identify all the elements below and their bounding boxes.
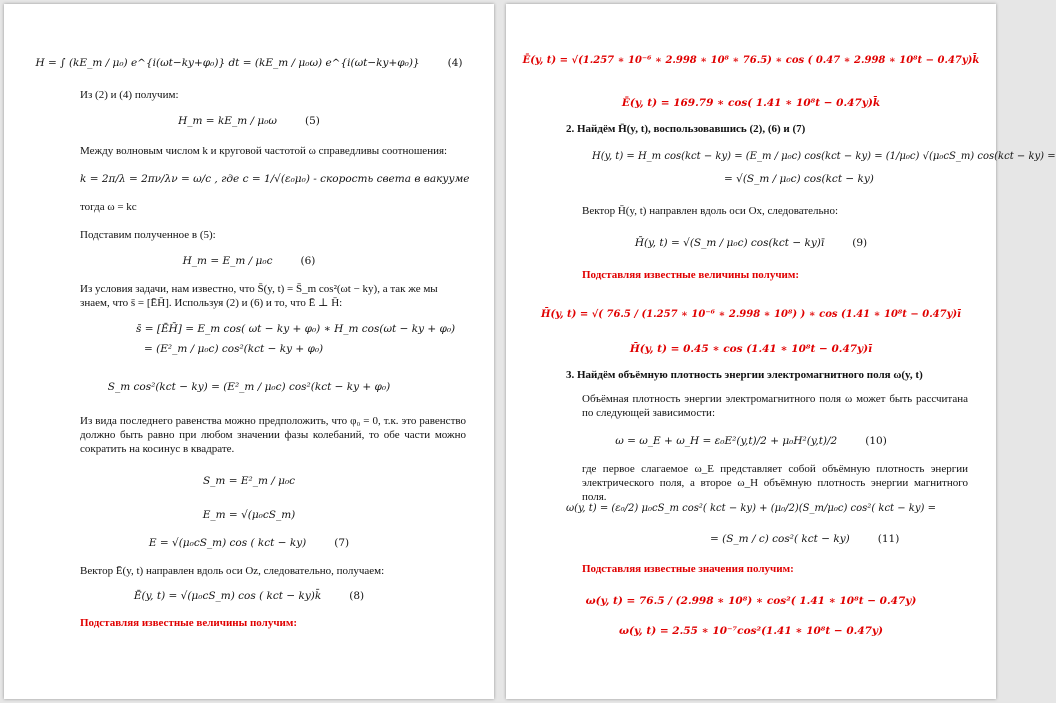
equation-number-9: (9)	[852, 237, 868, 249]
highlighted-heading: Подставляя известные значения получим:	[582, 563, 794, 575]
result-formula-e: Ē(y, t) = 169.79 ∗ cos( 1.41 ∗ 10⁸t − 0.47y)k̄	[621, 97, 881, 109]
highlighted-heading: Подставляя известные величины получим:	[582, 269, 800, 281]
equation-number-8: (8)	[349, 590, 365, 602]
formula-8-row	[4, 589, 494, 603]
paragraph-text: Объёмная плотность энергии электромагнитного поля ω может быть рассчитана по следующей зависимости:	[582, 393, 968, 419]
result-formula-w: ω(y, t) = 2.55 ∗ 10⁻⁷cos²(1.41 ∗ 10⁸t − 0.47y)	[618, 625, 884, 637]
formula-6-row	[4, 254, 494, 268]
equation-number-4: (4)	[447, 57, 463, 69]
equation-number-7: (7)	[334, 537, 350, 549]
formula-10: ω = ω_E + ω_H = ε₀E²(y,t)/2 + μ₀H²(y,t)/2	[615, 435, 838, 447]
document-page-1	[4, 4, 494, 699]
formula-4: H = ∫ (kE_m / μ₀) e^{i(ωt−ky+φ₀)} dt = (kE_m / μ₀ω) e^{i(ωt−ky+φ₀)}	[35, 57, 420, 69]
formula-5: H_m = kE_m / μ₀ω	[178, 115, 277, 127]
equation-number-6: (6)	[300, 255, 316, 267]
formula-11-row	[710, 532, 899, 546]
formula-9: H̄(y, t) = √(S_m / μ₀c) cos(kct − ky)ī	[634, 237, 825, 249]
paragraph-text: Из условия задачи, нам известно, что S̄(y, t) = S̄_m cos²(ωt − ky), а так же мы	[80, 283, 438, 295]
formula-11-line-1: ω(y, t) = (ε₀/2) μ₀cS_m cos²( kct − ky) + (μ₀/2)(S_m/μ₀c) cos²( kct − ky) =	[566, 503, 936, 514]
formula-s-line-2: = (E²_m / μ₀c) cos²(kct − ky + φ₀)	[144, 343, 324, 355]
formula-5-row	[4, 114, 494, 128]
highlighted-heading: Подставляя известные величины получим:	[80, 617, 298, 629]
paragraph-text: Вектор H̄(y, t) направлен вдоль оси Ox, следовательно:	[582, 205, 838, 217]
paragraph-text: Из вида последнего равенства можно предположить, что φ₀ = 0, т.к. это равенство должно быть равно при любом значении фазы колебаний, то обе части можно сократить на косинус в квадрате.	[80, 415, 466, 455]
formula-7-row	[4, 536, 494, 550]
formula-s-line-3: S_m cos²(kct − ky) = (E²_m / μ₀c) cos²(kct − ky + φ₀)	[107, 381, 391, 393]
formula-10-row	[506, 434, 996, 448]
result-formula-w-full: ω(y, t) = 76.5 / (2.998 ∗ 10⁸) ∗ cos²( 1.41 ∗ 10⁸t − 0.47y)	[585, 595, 917, 607]
equation-number-10: (10)	[865, 435, 887, 447]
formula-11-line-2: = (S_m / c) cos²( kct − ky)	[710, 533, 850, 545]
result-formula-h: H̄(y, t) = 0.45 ∗ cos (1.41 ∗ 10⁸t − 0.47y)ī	[629, 343, 873, 355]
result-formula-h-full: H̄(y, t) = √( 76.5 / (1.257 ∗ 10⁻⁶ ∗ 2.998 ∗ 10⁸) ) ∗ cos (1.41 ∗ 10⁸t − 0.47y)ī	[541, 309, 961, 320]
paragraph-text: тогда ω = kc	[80, 201, 137, 213]
formula-em: E_m = √(μ₀cS_m)	[202, 509, 296, 521]
formula-s-line-1: s̄ = [ĒH̄] = E_m cos( ωt − ky + φ₀) ∗ H_m cos(ωt − ky + φ₀)	[136, 323, 456, 335]
section-heading-2: 2. Найдём H̄(y, t), воспользовавшись (2), (6) и (7)	[566, 123, 806, 135]
formula-9-row	[506, 236, 996, 250]
equation-number-5: (5)	[305, 115, 320, 127]
paragraph-text: где первое слагаемое ω_E представляет собой объёмную плотность энергии электрического поля, а второе ω_H объёмную плотность энергии магнитного поля.	[582, 463, 968, 503]
formula-8: Ē(y, t) = √(μ₀cS_m) cos ( kct − ky)k̄	[133, 590, 322, 602]
formula-7: E = √(μ₀cS_m) cos ( kct − ky)	[148, 537, 307, 549]
formula-6: H_m = E_m / μ₀c	[182, 255, 273, 267]
formula-h-line-1: H(y, t) = H_m cos(kct − ky) = (E_m / μ₀c) cos(kct − ky) = (1/μ₀c) √(μ₀cS_m) cos(kct − ky) =	[592, 151, 1056, 162]
section-heading-3: 3. Найдём объёмную плотность энергии электромагнитного поля ω(y, t)	[566, 369, 923, 381]
paragraph-text: знаем, что s̄ = [ĒH̄]. Используя (2) и (6) и то, что Ē ⊥ H̄:	[80, 297, 343, 309]
result-formula-e-full: Ē(y, t) = √(1.257 ∗ 10⁻⁶ ∗ 2.998 ∗ 10⁸ ∗ 76.5) ∗ cos ( 0.47 ∗ 2.998 ∗ 10⁸t − 0.47y)k̄	[522, 55, 980, 66]
paragraph-text: Подставим полученное в (5):	[80, 229, 216, 241]
paragraph-text: Из (2) и (4) получим:	[80, 89, 179, 101]
document-page-2	[506, 4, 1056, 699]
formula-sm: S_m = E²_m / μ₀c	[202, 475, 296, 487]
formula-h-line-2: = √(S_m / μ₀c) cos(kct − ky)	[724, 173, 874, 185]
paragraph-text: Вектор Ē(y, t) направлен вдоль оси Oz, следовательно, получаем:	[80, 565, 385, 577]
paragraph-text: Между волновым числом k и круговой частотой ω справедливы соотношения:	[80, 145, 448, 157]
formula-wave-number: k = 2π/λ = 2πν/λν = ω/c , где c = 1/√(ε₀μ₀) - скорость света в вакууме	[80, 173, 470, 185]
equation-number-11: (11)	[877, 533, 900, 545]
formula-4-row	[4, 56, 494, 70]
